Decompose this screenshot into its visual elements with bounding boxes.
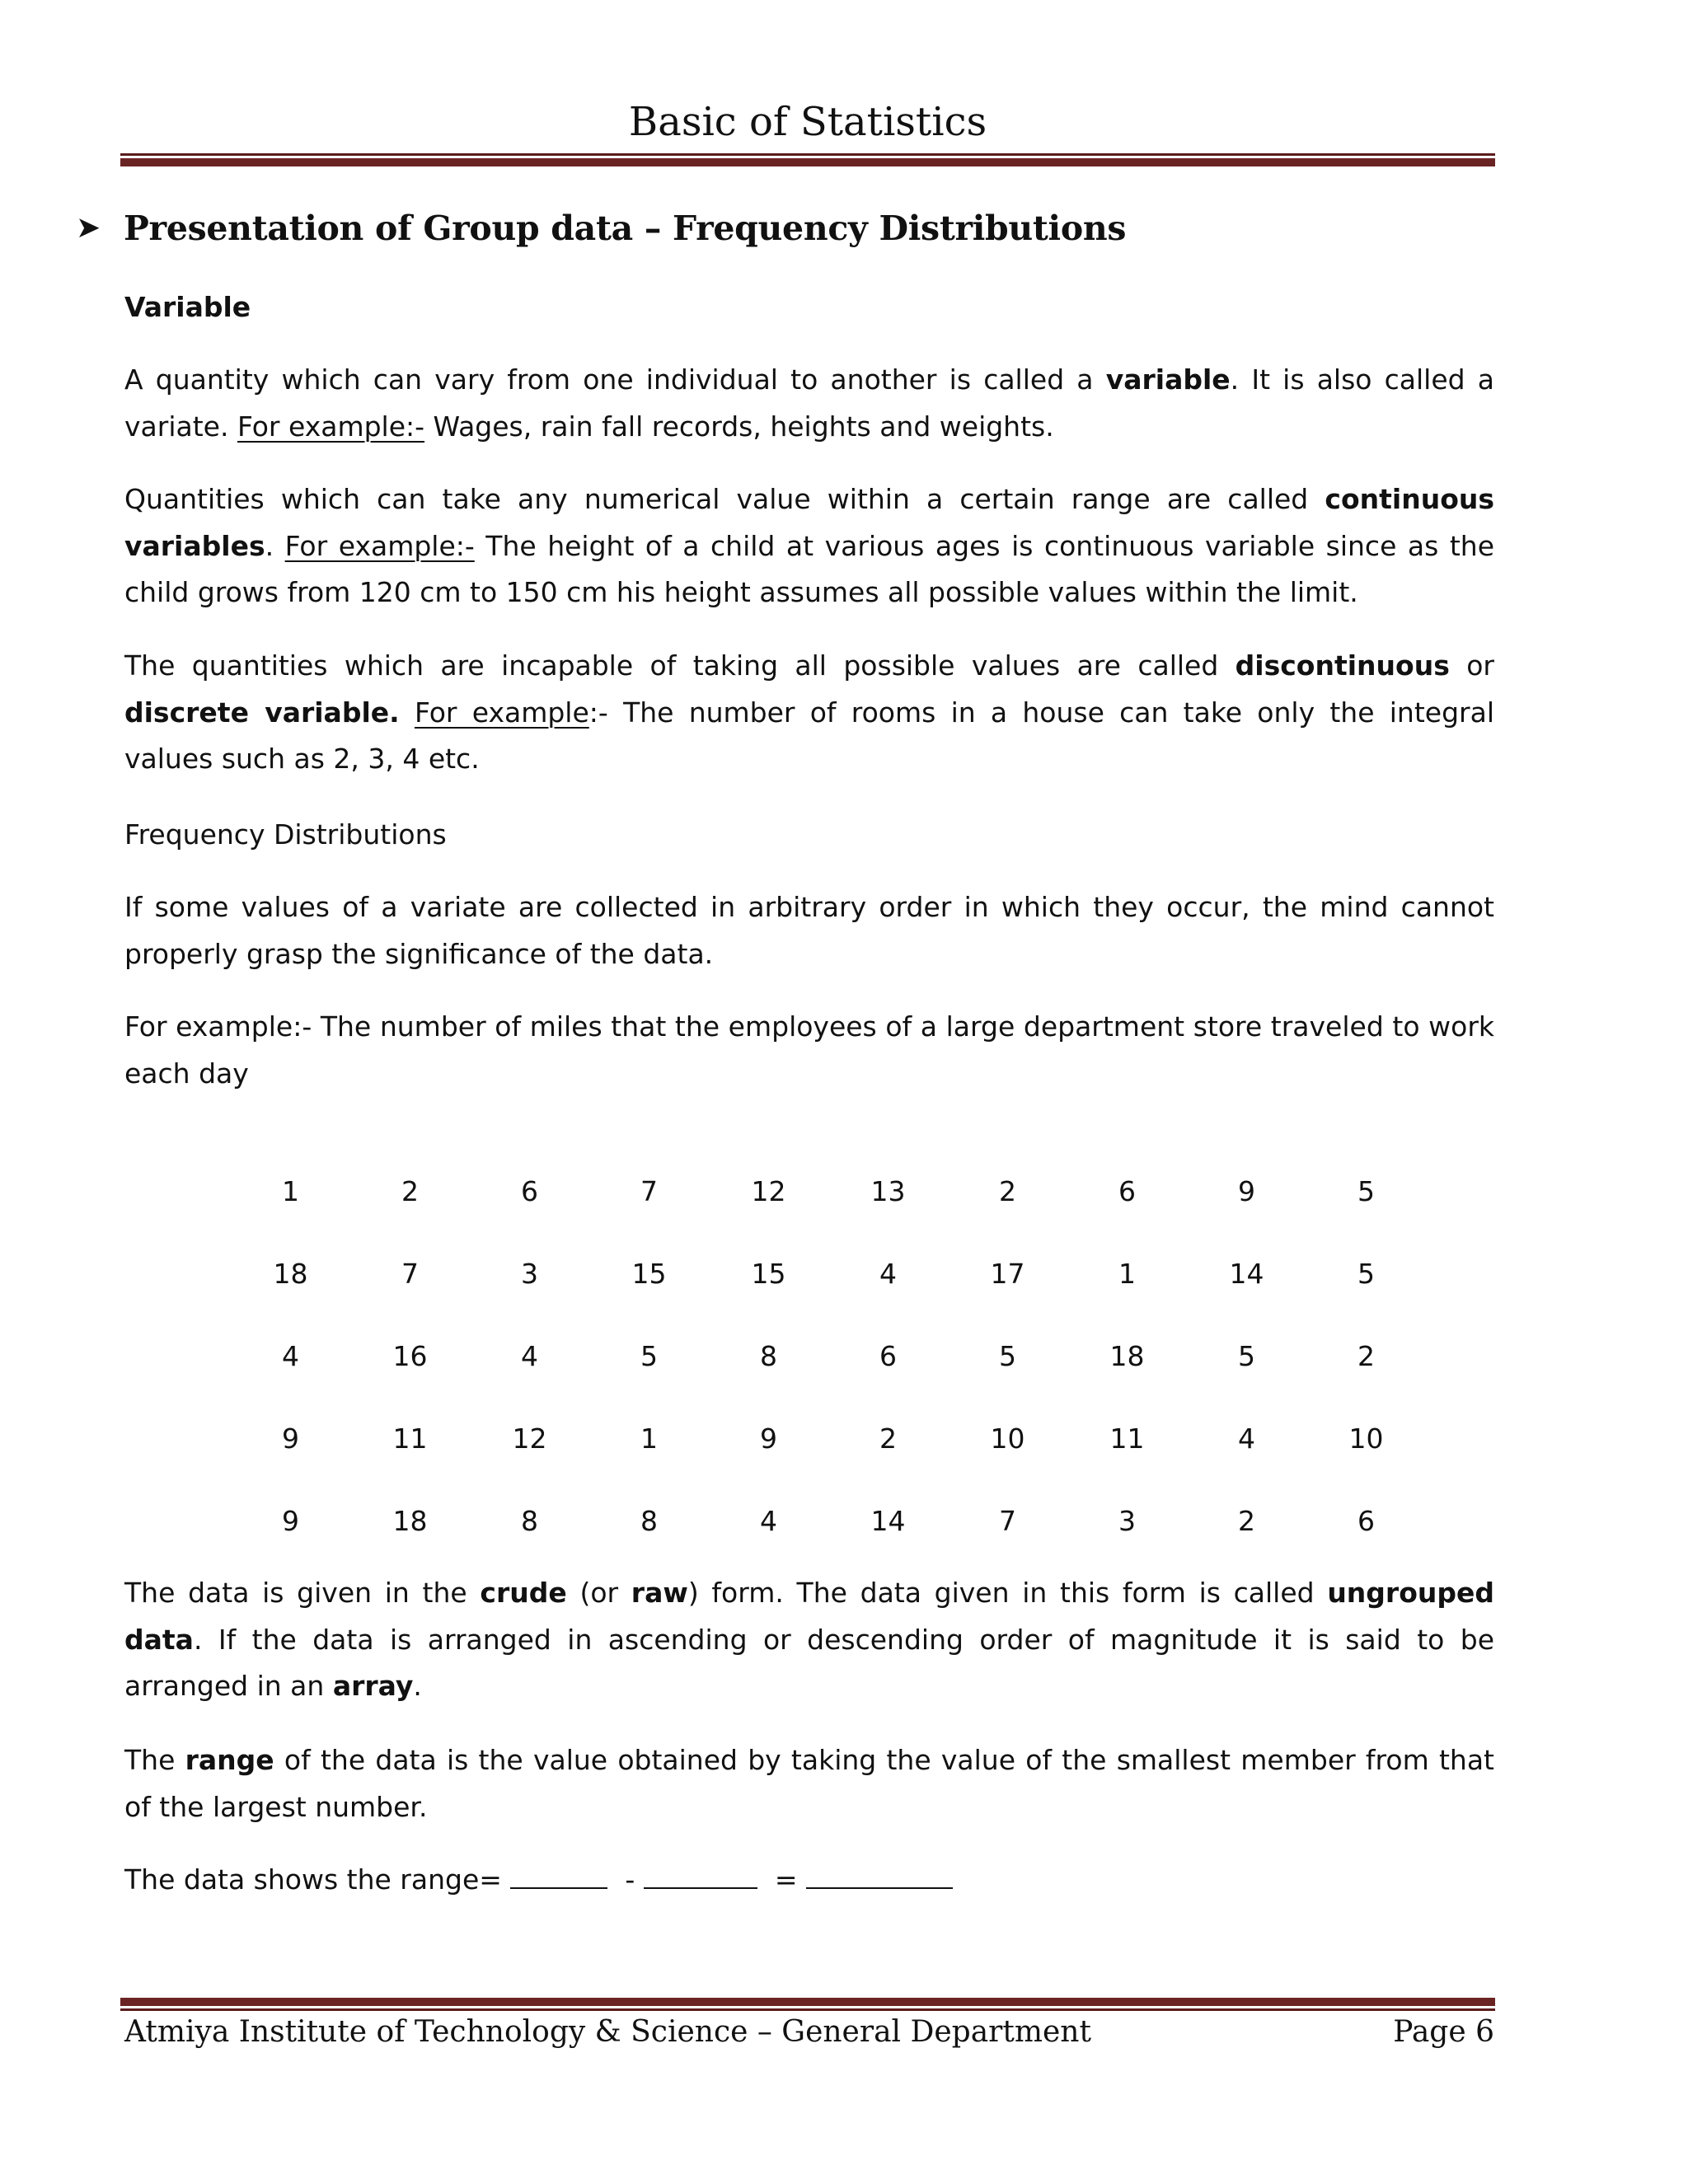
text: or (1449, 649, 1495, 682)
grid-cell: 2 (401, 1175, 419, 1207)
grid-cell: 4 (879, 1258, 897, 1290)
grid-cell: 5 (1357, 1258, 1375, 1290)
text: . (265, 529, 285, 562)
underlined-example-label: For example (414, 696, 589, 729)
grid-cell: 2 (1357, 1340, 1375, 1372)
text: . It is also called a variate. (124, 363, 1494, 443)
grid-cell: 11 (392, 1422, 428, 1455)
grid-cell: 8 (760, 1340, 777, 1372)
bold-term-range: range (185, 1744, 274, 1776)
grid-cell: 1 (282, 1175, 299, 1207)
grid-cell: 1 (640, 1422, 658, 1455)
grid-cell: 18 (1109, 1340, 1145, 1372)
range-definition-paragraph (124, 1737, 1494, 1830)
page-header-title: Basic of Statistics (628, 99, 987, 145)
grid-cell: 9 (760, 1422, 777, 1455)
grid-cell: 14 (1229, 1258, 1264, 1290)
variable-definition-paragraph (124, 357, 1494, 450)
frequency-distributions-heading: Frequency Distributions (124, 818, 447, 851)
grid-cell: 7 (401, 1258, 419, 1290)
grid-cell: 14 (870, 1505, 906, 1537)
footer-page-number: Page 6 (1393, 2015, 1494, 2049)
text: The (124, 1744, 185, 1776)
miles-example-paragraph: For example:- The number of miles that the employees of a large department store traveled to work each day (124, 1010, 1494, 1090)
discrete-variable-paragraph (124, 643, 1494, 783)
text: (or (566, 1577, 631, 1609)
grid-cell: 12 (512, 1422, 547, 1455)
grid-cell: 6 (1357, 1505, 1375, 1537)
bold-term-crude: crude (480, 1577, 567, 1609)
text: ) form. The data given in this form is called (687, 1577, 1328, 1609)
grid-cell: 12 (751, 1175, 786, 1207)
grid-cell: 10 (1348, 1422, 1384, 1455)
bold-term-ungrouped-data: ungrouped data (124, 1577, 1494, 1656)
bold-term-discontinuous: discontinuous (1235, 649, 1450, 682)
grid-cell: 5 (640, 1340, 658, 1372)
grid-cell: 11 (1109, 1422, 1145, 1455)
arrow-bullet-icon: ➤ (76, 211, 101, 245)
grid-cell: 4 (521, 1340, 538, 1372)
grid-cell: 7 (999, 1505, 1016, 1537)
underlined-example-label: For example:- (284, 529, 475, 562)
text: A quantity which can vary from one individual to another is called a (124, 363, 1106, 396)
miles-data-grid (231, 1151, 1426, 1563)
range-label: The data shows the range= (124, 1863, 502, 1896)
grid-cell: 3 (1118, 1505, 1136, 1537)
grid-cell: 8 (521, 1505, 538, 1537)
grid-cell: 3 (521, 1258, 538, 1290)
equals-sign: = (774, 1863, 798, 1896)
footer-institute-name: Atmiya Institute of Technology & Science – General Department (124, 2015, 1091, 2049)
grid-cell: 2 (879, 1422, 897, 1455)
grid-cell: 10 (990, 1422, 1025, 1455)
grid-cell: 15 (751, 1258, 786, 1290)
footer-rule-thick (120, 1998, 1495, 2006)
grid-cell: 8 (640, 1505, 658, 1537)
grid-cell: 4 (760, 1505, 777, 1537)
grid-cell: 18 (392, 1505, 428, 1537)
grid-cell: 9 (282, 1422, 299, 1455)
grid-row (231, 1398, 1426, 1480)
grid-cell: 2 (1238, 1505, 1255, 1537)
text (400, 696, 415, 729)
bold-term-discrete: discrete variable. (124, 696, 400, 729)
grid-cell: 6 (879, 1340, 897, 1372)
bold-term-raw: raw (631, 1577, 688, 1609)
minus-sign: - (625, 1863, 635, 1896)
text: Wages, rain fall records, heights and weights. (424, 410, 1054, 443)
range-blank-result[interactable] (806, 1863, 953, 1889)
grid-cell: 6 (521, 1175, 538, 1207)
range-blank-largest[interactable] (510, 1863, 607, 1889)
grid-cell: 5 (1238, 1340, 1255, 1372)
text: The quantities which are incapable of taking all possible values are called (124, 649, 1236, 682)
text: The height of a child at various ages is continuous variable since as the child grows from 120 cm to 150 cm his height assumes all possible values within the limit. (124, 529, 1494, 608)
grid-cell: 4 (1238, 1422, 1255, 1455)
text: of the data is the value obtained by taking the value of the smallest member from that of the largest number. (124, 1744, 1494, 1823)
grid-row (231, 1233, 1426, 1315)
grid-cell: 5 (999, 1340, 1016, 1372)
grid-cell: 1 (1118, 1258, 1136, 1290)
header-rule-thick (120, 158, 1495, 166)
text: :- The number of rooms in a house can take only the integral values such as 2, 3, 4 etc. (124, 696, 1494, 775)
grid-cell: 17 (990, 1258, 1025, 1290)
text: The data is given in the (124, 1577, 481, 1609)
grid-cell: 15 (631, 1258, 667, 1290)
grid-cell: 6 (1118, 1175, 1136, 1207)
grid-cell: 13 (870, 1175, 906, 1207)
grid-row (231, 1315, 1426, 1398)
section-heading (76, 204, 1493, 253)
grid-cell: 9 (282, 1505, 299, 1537)
raw-data-paragraph (124, 1570, 1494, 1710)
text: Quantities which can take any numerical value within a certain range are called (124, 483, 1325, 515)
variable-heading: Variable (124, 291, 251, 323)
grid-cell: 7 (640, 1175, 658, 1207)
bold-term-continuous: continuous variables (124, 483, 1494, 562)
grid-cell: 18 (273, 1258, 308, 1290)
range-blank-smallest[interactable] (644, 1863, 757, 1889)
grid-cell: 2 (999, 1175, 1016, 1207)
bold-term-variable: variable (1105, 363, 1231, 396)
frequency-intro-paragraph: If some values of a variate are collected in arbitrary order in which they occur, the mind cannot properly grasp the significance of the data. (124, 891, 1494, 970)
text: . (413, 1670, 422, 1702)
header-rule-thin (120, 153, 1495, 156)
grid-row (231, 1480, 1426, 1563)
grid-cell: 16 (392, 1340, 428, 1372)
continuous-variable-paragraph (124, 476, 1494, 616)
grid-cell: 4 (282, 1340, 299, 1372)
section-heading-text: Presentation of Group data – Frequency Distributions (124, 209, 1127, 248)
text: . If the data is arranged in ascending or descending order of magnitude it is said to be arranged in an (124, 1623, 1494, 1702)
grid-cell: 9 (1238, 1175, 1255, 1207)
grid-cell: 5 (1357, 1175, 1375, 1207)
grid-row (231, 1151, 1426, 1233)
underlined-example-label: For example:- (237, 410, 425, 443)
range-fill-in-line (124, 1857, 1494, 1904)
bold-term-array: array (332, 1670, 414, 1702)
